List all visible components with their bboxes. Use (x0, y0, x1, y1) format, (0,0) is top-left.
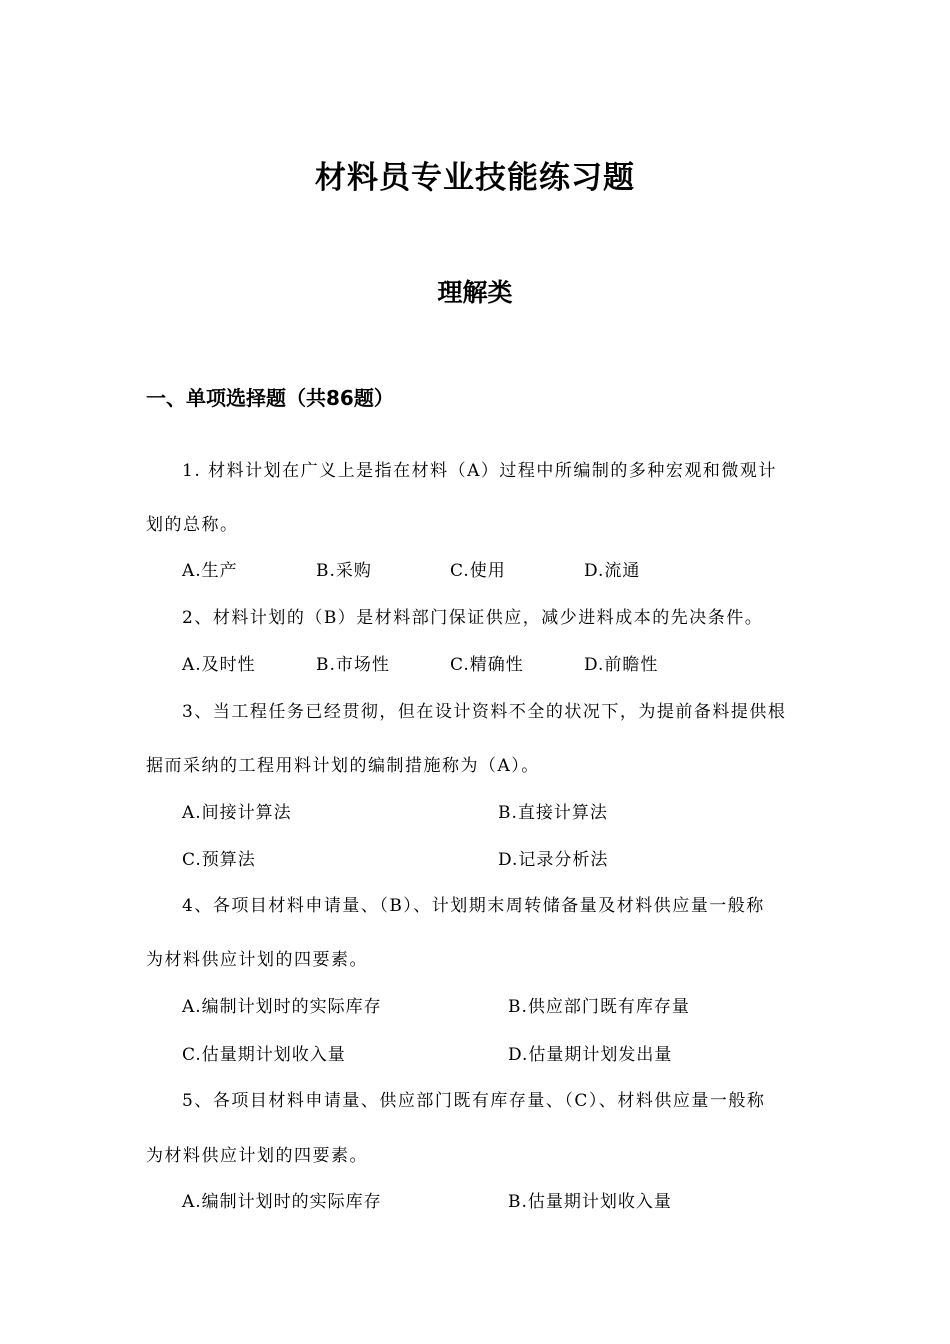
question-4-line-1: 4、各项目材料申请量、（B）、计划期末周转储备量及材料供应量一般称 (182, 896, 765, 916)
question-4-line-2: 为材料供应计划的四要素。 (146, 950, 368, 970)
question-5-line-2: 为材料供应计划的四要素。 (146, 1146, 368, 1166)
question-1-line-1: 1. 材料计划在广义上是指在材料（A）过程中所编制的多种宏观和微观计 (182, 461, 777, 481)
question-5-option-a: A.编制计划时的实际库存 (182, 1192, 382, 1212)
question-4-option-d: D.估量期计划发出量 (508, 1045, 673, 1065)
question-4-option-a: A.编制计划时的实际库存 (182, 997, 382, 1017)
question-3-option-a: A.间接计算法 (182, 803, 292, 823)
section-heading: 一、单项选择题（共86题） (146, 386, 394, 410)
question-2-option-c: C.精确性 (450, 655, 524, 675)
question-2-option-d: D.前瞻性 (584, 655, 659, 675)
question-3-option-b: B.直接计算法 (498, 803, 608, 823)
question-4-option-c: C.估量期计划收入量 (182, 1045, 346, 1065)
question-4-option-b: B.供应部门既有库存量 (508, 997, 690, 1017)
question-1-option-a: A.生产 (182, 561, 238, 581)
document-subtitle: 理解类 (437, 278, 513, 307)
question-1-option-b: B.采购 (316, 561, 372, 581)
document-title: 材料员专业技能练习题 (315, 160, 635, 196)
question-5-line-1: 5、各项目材料申请量、供应部门既有库存量、（C）、材料供应量一般称 (182, 1091, 766, 1111)
question-5-option-b: B.估量期计划收入量 (508, 1192, 672, 1212)
question-2-line-1: 2、材料计划的（B）是材料部门保证供应，减少进料成本的先决条件。 (182, 608, 764, 628)
question-1-line-2: 划的总称。 (146, 515, 239, 535)
question-1-option-c: C.使用 (450, 561, 506, 581)
question-3-option-c: C.预算法 (182, 850, 256, 870)
question-2-option-a: A.及时性 (182, 655, 256, 675)
question-1-option-d: D.流通 (584, 561, 641, 581)
question-3-option-d: D.记录分析法 (498, 850, 609, 870)
question-3-line-2: 据而采纳的工程用料计划的编制措施称为（A）。 (146, 756, 540, 776)
question-3-line-1: 3、当工程任务已经贯彻，但在设计资料不全的状况下，为提前备料提供根 (182, 702, 787, 722)
question-2-option-b: B.市场性 (316, 655, 390, 675)
